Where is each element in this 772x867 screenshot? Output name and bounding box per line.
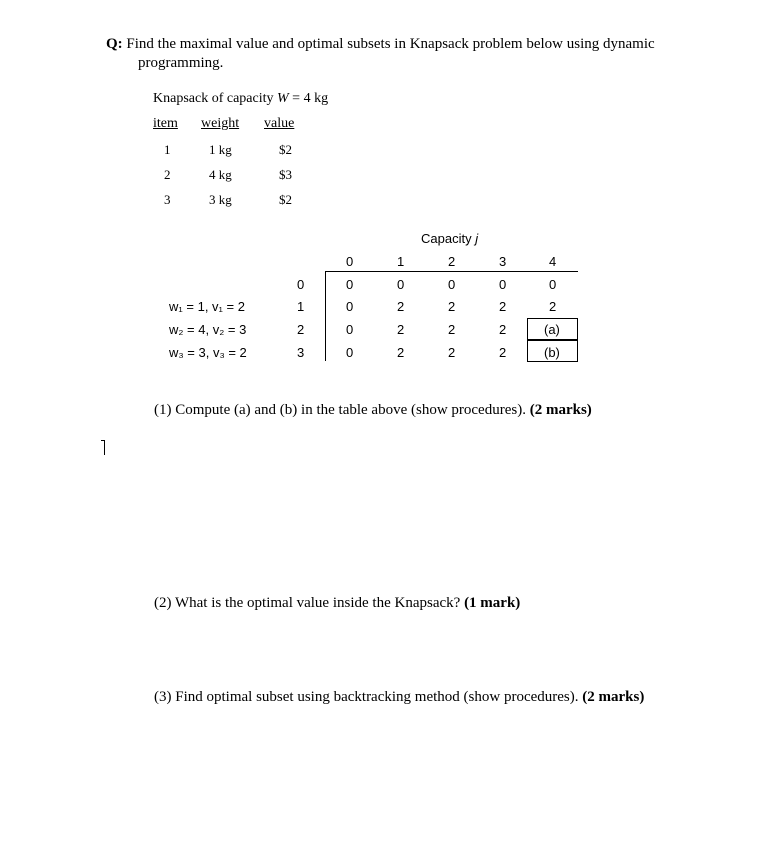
part-3-marks: (2 marks) — [582, 689, 645, 705]
cell-3-4-b: (b) — [544, 345, 560, 360]
knapsack-capacity — [153, 91, 328, 107]
cell-3-3: 2 — [499, 345, 507, 360]
row-label-1: w₁ = 1, v₁ = 2 — [169, 299, 245, 314]
cell-0-1: 0 — [397, 277, 405, 292]
cell-0-0: 0 — [346, 277, 354, 292]
cell-3-0: 0 — [346, 345, 354, 360]
item-row-2-value: $3 — [279, 167, 292, 182]
text-cursor-tick — [101, 440, 105, 441]
capacity-prefix: Knapsack of capacity — [153, 91, 277, 106]
part-1-text: (1) Compute (a) and (b) in the table above (show procedures). — [154, 402, 526, 418]
item-row-1-weight: 1 kg — [209, 142, 232, 157]
items-header-value: value — [264, 116, 295, 131]
col-header-2: 2 — [448, 254, 456, 269]
capacity-title: Capacity j — [421, 231, 479, 246]
question-label: Q: — [106, 36, 123, 52]
cell-0-4: 0 — [549, 277, 557, 292]
cell-3-2: 2 — [448, 345, 456, 360]
row-label-3: w₃ = 3, v₃ = 2 — [169, 345, 247, 360]
table-top-rule — [326, 271, 578, 272]
col-header-1: 1 — [397, 254, 405, 269]
cell-1-0: 0 — [346, 299, 354, 314]
cell-1-4: 2 — [549, 299, 557, 314]
question-line-2: programming. — [138, 55, 224, 71]
cell-3-1: 2 — [397, 345, 405, 360]
question-line-1 — [106, 36, 655, 53]
capacity-var: W — [277, 91, 289, 106]
item-row-2-item: 2 — [164, 167, 171, 182]
item-row-2-weight: 4 kg — [209, 167, 232, 182]
row-index-1: 1 — [297, 299, 305, 314]
cell-2-4-a: (a) — [544, 322, 560, 337]
table-left-rule — [325, 271, 326, 361]
part-2 — [154, 595, 520, 612]
capacity-suffix: = 4 kg — [288, 91, 329, 106]
cell-2-3: 2 — [499, 322, 507, 337]
part-3-text: (3) Find optimal subset using backtracking method (show procedures). — [154, 689, 579, 705]
part-2-text: (2) What is the optimal value inside the Knapsack? — [154, 595, 461, 611]
question-text: Find the maximal value and optimal subsets in Knapsack problem below using dynamic — [126, 36, 655, 52]
item-row-1-value: $2 — [279, 142, 292, 157]
col-header-0: 0 — [346, 254, 354, 269]
row-label-2: w₂ = 4, v₂ = 3 — [169, 322, 247, 337]
item-row-3-weight: 3 kg — [209, 192, 232, 207]
col-header-3: 3 — [499, 254, 507, 269]
item-row-3-item: 3 — [164, 192, 171, 207]
row-index-0: 0 — [297, 277, 305, 292]
cell-0-3: 0 — [499, 277, 507, 292]
cell-0-2: 0 — [448, 277, 456, 292]
col-header-4: 4 — [549, 254, 557, 269]
items-header-item: item — [153, 116, 178, 131]
cell-1-2: 2 — [448, 299, 456, 314]
item-row-1-item: 1 — [164, 142, 171, 157]
text-cursor — [104, 440, 105, 455]
row-index-2: 2 — [297, 322, 305, 337]
cell-2-1: 2 — [397, 322, 405, 337]
cell-2-0: 0 — [346, 322, 354, 337]
part-2-marks: (1 mark) — [464, 595, 521, 611]
row-index-3: 3 — [297, 345, 305, 360]
item-row-3-value: $2 — [279, 192, 292, 207]
cell-2-2: 2 — [448, 322, 456, 337]
part-1 — [154, 402, 592, 419]
cell-1-1: 2 — [397, 299, 405, 314]
cell-1-3: 2 — [499, 299, 507, 314]
part-1-marks: (2 marks) — [529, 402, 592, 418]
part-3 — [154, 689, 644, 706]
items-header-weight: weight — [201, 116, 240, 131]
